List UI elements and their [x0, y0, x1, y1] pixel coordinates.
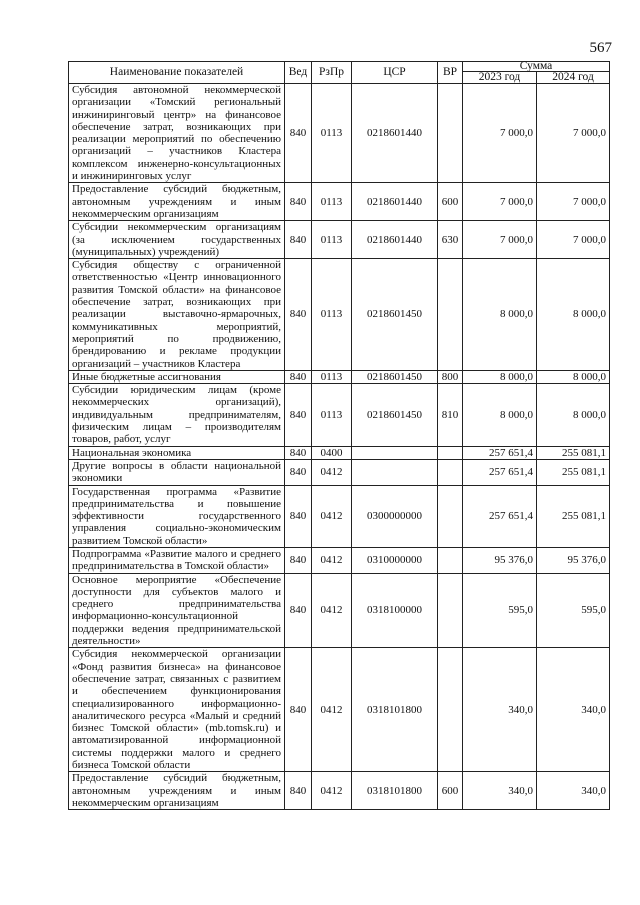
row-vr-cell	[438, 259, 463, 371]
row-amount-2024-cell: 255 081,1	[537, 446, 610, 459]
row-amount-2024-cell: 255 081,1	[537, 485, 610, 547]
row-amount-2024-cell: 7 000,0	[537, 84, 610, 183]
row-csr-cell: 0218601440	[352, 84, 438, 183]
row-amount-2023-cell: 257 651,4	[463, 459, 537, 485]
table-row	[69, 446, 610, 459]
row-amount-2024-cell: 8 000,0	[537, 259, 610, 371]
row-csr-cell: 0218601440	[352, 183, 438, 221]
row-ved-cell: 840	[285, 648, 312, 772]
table-row	[69, 485, 610, 547]
row-amount-2024-cell: 7 000,0	[537, 183, 610, 221]
header-sum: Сумма	[463, 62, 610, 72]
row-csr-cell: 0300000000	[352, 485, 438, 547]
row-csr-cell: 0310000000	[352, 547, 438, 573]
row-name-cell: Субсидия автономной некоммерческой организации «Томский региональный инжиниринговый центр» на финансовое обеспечение затрат, возникающих при реализации мероприятий по обеспечению организаций – участников Кластера комплексом инженерно-консультационных и инжиниринговых услуг	[69, 84, 285, 183]
row-amount-2023-cell: 7 000,0	[463, 183, 537, 221]
row-name-cell: Субсидия некоммерческой организации «Фонд развития бизнеса» на финансовое обеспечение затрат, связанных с развитием и обеспечением функционирования специализированного информационно-аналитического ресурса «Малый и средний бизнес Томской области» (mb.tomsk.ru) и автоматизированной информационной системы поддержки малого и среднего бизнеса Томской области	[69, 648, 285, 772]
row-amount-2023-cell: 8 000,0	[463, 259, 537, 371]
table-row	[69, 370, 610, 383]
row-name-cell: Основное мероприятие «Обеспечение доступности для субъектов малого и среднего предпринимательства информационно-консультационной поддержки ведения предпринимательской деятельности»	[69, 573, 285, 648]
row-amount-2023-cell: 595,0	[463, 573, 537, 648]
header-year-2023: 2023 год	[463, 72, 537, 84]
row-csr-cell: 0218601440	[352, 221, 438, 259]
row-rzpr-cell: 0412	[312, 772, 352, 810]
row-ved-cell: 840	[285, 259, 312, 371]
row-csr-cell: 0218601450	[352, 384, 438, 446]
row-amount-2024-cell: 7 000,0	[537, 221, 610, 259]
row-vr-cell: 800	[438, 370, 463, 383]
row-vr-cell	[438, 485, 463, 547]
table-row	[69, 221, 610, 259]
row-name-cell: Субсидии юридическим лицам (кроме некоммерческих организаций), индивидуальным предпринимателям, физическим лицам – производителям товаров, работ, услуг	[69, 384, 285, 446]
row-ved-cell: 840	[285, 370, 312, 383]
row-amount-2023-cell: 340,0	[463, 648, 537, 772]
row-amount-2023-cell: 257 651,4	[463, 485, 537, 547]
header-name: Наименование показателей	[69, 62, 285, 84]
row-vr-cell: 810	[438, 384, 463, 446]
row-csr-cell: 0318101800	[352, 648, 438, 772]
row-name-cell: Иные бюджетные ассигнования	[69, 370, 285, 383]
row-amount-2023-cell: 95 376,0	[463, 547, 537, 573]
table-row	[69, 772, 610, 810]
header-csr: ЦСР	[352, 62, 438, 84]
row-rzpr-cell: 0412	[312, 459, 352, 485]
row-amount-2024-cell: 95 376,0	[537, 547, 610, 573]
table-row	[69, 384, 610, 446]
table-row	[69, 573, 610, 648]
row-ved-cell: 840	[285, 573, 312, 648]
row-rzpr-cell: 0412	[312, 485, 352, 547]
table-row	[69, 547, 610, 573]
row-csr-cell: 0218601450	[352, 259, 438, 371]
row-ved-cell: 840	[285, 485, 312, 547]
header-year-2024: 2024 год	[537, 72, 610, 84]
table-row	[69, 183, 610, 221]
row-rzpr-cell: 0113	[312, 370, 352, 383]
table-body	[69, 84, 610, 810]
row-vr-cell: 630	[438, 221, 463, 259]
row-ved-cell: 840	[285, 84, 312, 183]
row-ved-cell: 840	[285, 459, 312, 485]
row-name-cell: Предоставление субсидий бюджетным, автономным учреждениям и иным некоммерческим организациям	[69, 772, 285, 810]
row-csr-cell: 0318100000	[352, 573, 438, 648]
row-rzpr-cell: 0412	[312, 648, 352, 772]
row-ved-cell: 840	[285, 547, 312, 573]
row-vr-cell	[438, 547, 463, 573]
row-vr-cell	[438, 84, 463, 183]
row-name-cell: Национальная экономика	[69, 446, 285, 459]
page-number: 567	[589, 40, 612, 56]
row-rzpr-cell: 0113	[312, 384, 352, 446]
row-amount-2023-cell: 8 000,0	[463, 384, 537, 446]
row-amount-2023-cell: 7 000,0	[463, 221, 537, 259]
row-vr-cell: 600	[438, 183, 463, 221]
row-amount-2023-cell: 7 000,0	[463, 84, 537, 183]
row-rzpr-cell: 0412	[312, 573, 352, 648]
row-csr-cell	[352, 446, 438, 459]
row-ved-cell: 840	[285, 446, 312, 459]
row-rzpr-cell: 0113	[312, 84, 352, 183]
row-ved-cell: 840	[285, 183, 312, 221]
row-rzpr-cell: 0113	[312, 259, 352, 371]
table-row	[69, 459, 610, 485]
row-vr-cell	[438, 446, 463, 459]
row-amount-2023-cell: 340,0	[463, 772, 537, 810]
row-rzpr-cell: 0412	[312, 547, 352, 573]
header-ved: Вед	[285, 62, 312, 84]
row-name-cell: Предоставление субсидий бюджетным, автономным учреждениям и иным некоммерческим организациям	[69, 183, 285, 221]
row-name-cell: Субсидия обществу с ограниченной ответственностью «Центр инновационного развития Томской области» на финансовое обеспечение затрат, возникающих при реализации выставочно-ярмарочных, коммуникативных мероприятий, мероприятий по продвижению, брендированию и рекламе продукции организаций – участников Кластера	[69, 259, 285, 371]
row-vr-cell	[438, 459, 463, 485]
row-ved-cell: 840	[285, 772, 312, 810]
row-name-cell: Субсидии некоммерческим организациям (за исключением государственных (муниципальных) учреждений)	[69, 221, 285, 259]
row-name-cell: Другие вопросы в области национальной экономики	[69, 459, 285, 485]
row-csr-cell: 0218601450	[352, 370, 438, 383]
row-amount-2024-cell: 340,0	[537, 772, 610, 810]
row-vr-cell: 600	[438, 772, 463, 810]
row-name-cell: Государственная программа «Развитие предпринимательства и повышение эффективности государственного управления социально-экономическим развитием Томской области»	[69, 485, 285, 547]
row-amount-2024-cell: 255 081,1	[537, 459, 610, 485]
row-rzpr-cell: 0113	[312, 183, 352, 221]
row-ved-cell: 840	[285, 384, 312, 446]
row-rzpr-cell: 0400	[312, 446, 352, 459]
header-rzpr: РзПр	[312, 62, 352, 84]
row-vr-cell	[438, 648, 463, 772]
row-amount-2024-cell: 8 000,0	[537, 384, 610, 446]
row-amount-2024-cell: 8 000,0	[537, 370, 610, 383]
row-name-cell: Подпрограмма «Развитие малого и среднего предпринимательства в Томской области»	[69, 547, 285, 573]
row-vr-cell	[438, 573, 463, 648]
budget-table	[68, 61, 610, 810]
table-row	[69, 648, 610, 772]
row-csr-cell	[352, 459, 438, 485]
row-rzpr-cell: 0113	[312, 221, 352, 259]
row-csr-cell: 0318101800	[352, 772, 438, 810]
row-amount-2023-cell: 8 000,0	[463, 370, 537, 383]
row-amount-2024-cell: 595,0	[537, 573, 610, 648]
table-row	[69, 84, 610, 183]
row-ved-cell: 840	[285, 221, 312, 259]
row-amount-2024-cell: 340,0	[537, 648, 610, 772]
table-row	[69, 259, 610, 371]
header-vr: ВР	[438, 62, 463, 84]
row-amount-2023-cell: 257 651,4	[463, 446, 537, 459]
